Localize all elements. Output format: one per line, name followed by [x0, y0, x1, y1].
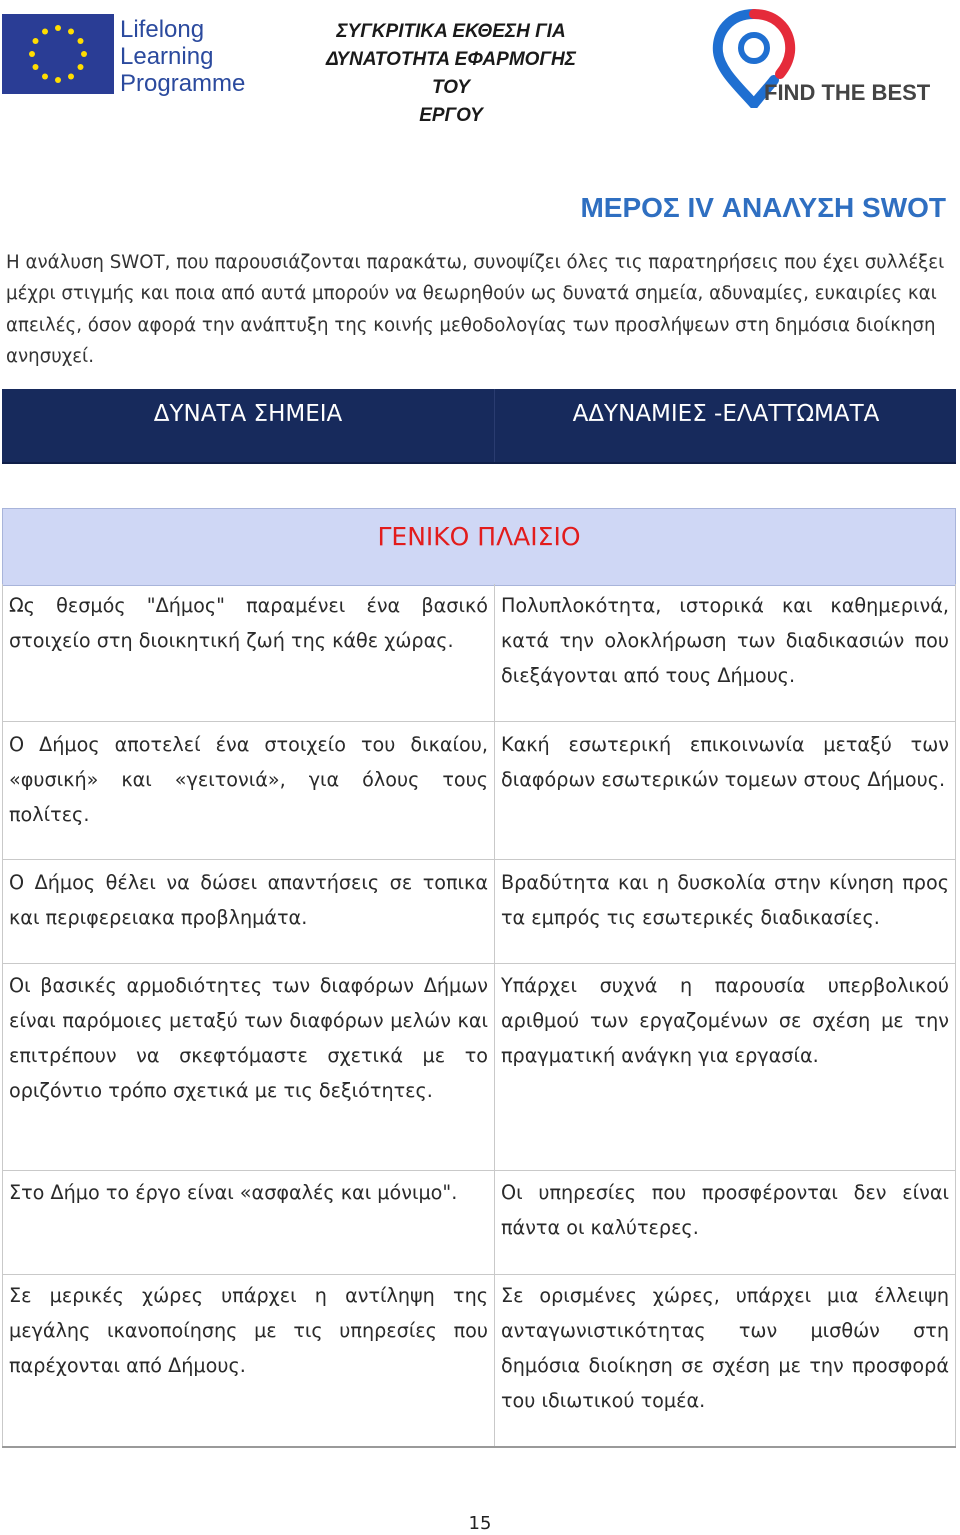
- table-row: [2, 1274, 956, 1448]
- table-row: [2, 721, 956, 860]
- strength-cell: Σε μερικές χώρες υπάρχει η αντίληψη της μεγάλης ικανοποίησης με τις υπηρεσίες που παρέχονται από Δήμους.: [2, 1274, 494, 1446]
- weakness-cell: Κακή εσωτερική επικοινωνία μεταξύ των διαφόρων εσωτερικών τομεων στους Δήμους.: [494, 721, 956, 859]
- section-title: ΜΕΡΟΣ IV ΑΝΑΛΥΣΗ SWOT: [580, 192, 946, 223]
- table-row: [2, 963, 956, 1171]
- table-header: [2, 389, 956, 464]
- strength-cell: Ως θεσμός "Δήμος" παραμένει ένα βασικό στοιχείο στη διοικητική ζωή της κάθε χώρας.: [2, 584, 494, 721]
- strength-cell: Στο Δήμο το έργο είναι «ασφαλές και μόνιμο".: [2, 1170, 494, 1274]
- lifelong-learning-logo: [2, 14, 258, 98]
- eu-flag-icon: [2, 14, 114, 94]
- strength-cell: Ο Δήμος θέλει να δώσει απαντήσεις σε τοπικα και περιφερειακα προβλημάτα.: [2, 859, 494, 963]
- strength-cell: Οι βασικές αρμοδιότητες των διαφόρων Δήμων είναι παρόμοιες μεταξύ των διαφόρων μελών και επιτρέπουν να σκεφτόμαστε σχετικά με το οριζόντιο τρόπο σχετικά με τις δεξιότητες.: [2, 963, 494, 1170]
- weaknesses-header: ΑΔΥΝΑΜΙΕΣ -ΕΛΑΤΤΩΜΑΤΑ: [494, 389, 957, 462]
- table-row: [2, 584, 956, 722]
- weakness-cell: Οι υπηρεσίες που προσφέρονται δεν είναι πάντα οι καλύτερες.: [494, 1170, 956, 1274]
- table-row: [2, 1170, 956, 1275]
- general-framework-label: ΓΕΝΙΚΟ ΠΛΑΙΣΙΟ: [2, 508, 956, 586]
- weakness-cell: Υπάρχει συχνά η παρουσία υπερβολικού αριθμού των εργαζομένων σε σχέση με την πραγματική ανάγκη για εργασία.: [494, 963, 956, 1170]
- strengths-header: ΔΥΝΑΤΑ ΣΗΜΕΙΑ: [153, 401, 343, 427]
- lifelong-learning-wordmark: Lifelong Learning Programme: [120, 16, 246, 97]
- strength-cell: Ο Δήμος αποτελεί ένα στοιχείο του δικαίου, «φυσική» και «γειτονιά», για όλους τους πολίτες.: [2, 721, 494, 859]
- find-the-best-logo: [700, 8, 940, 108]
- find-the-best-wordmark: FIND THE BEST: [764, 80, 931, 105]
- intro-paragraph: Η ανάλυση SWOT, που παρουσιάζονται παρακάτω, συνοψίζει όλες τις παρατηρήσεις που έχει συλλέξει μέχρι στιγμής και ποια από αυτά μπορούν να θεωρηθούν ως δυνατά σημεία, αδυναμίες, ευκαιρίες και απειλές, όσον αφορά την ανάπτυξη της κοινής μεθοδολογίας των προσλήψεων στη δημόσια διοίκηση ανησυχεί.: [6, 252, 945, 368]
- weakness-cell: Πολυπλοκότητα, ιστορικά και καθημερινά, κατά την ολοκλήρωση των διαδικασιών που διεξάγονται από τους Δήμους.: [494, 584, 956, 721]
- page-number: 15: [468, 1513, 492, 1534]
- weakness-cell: Σε ορισμένες χώρες, υπάρχει μια έλλειψη ανταγωνιστικότητας των μισθών στη δημόσια διοίκηση σε σχέση με την προσφορά του ιδιωτικού τομέα.: [494, 1274, 956, 1446]
- table-row: [2, 859, 956, 964]
- document-title: ΣΥΓΚΡΙΤΙΚΑ ΕΚΘΕΣΗ ΓΙΑ ΔΥΝΑΤΟΤΗΤΑ ΕΦΑΡΜΟΓΗΣ ΤΟΥ ΕΡΓΟΥ: [326, 21, 576, 126]
- weakness-cell: Βραδύτητα και η δυσκολία στην κίνηση προς τα εμπρός τις εσωτερικές διαδικασίες.: [494, 859, 956, 963]
